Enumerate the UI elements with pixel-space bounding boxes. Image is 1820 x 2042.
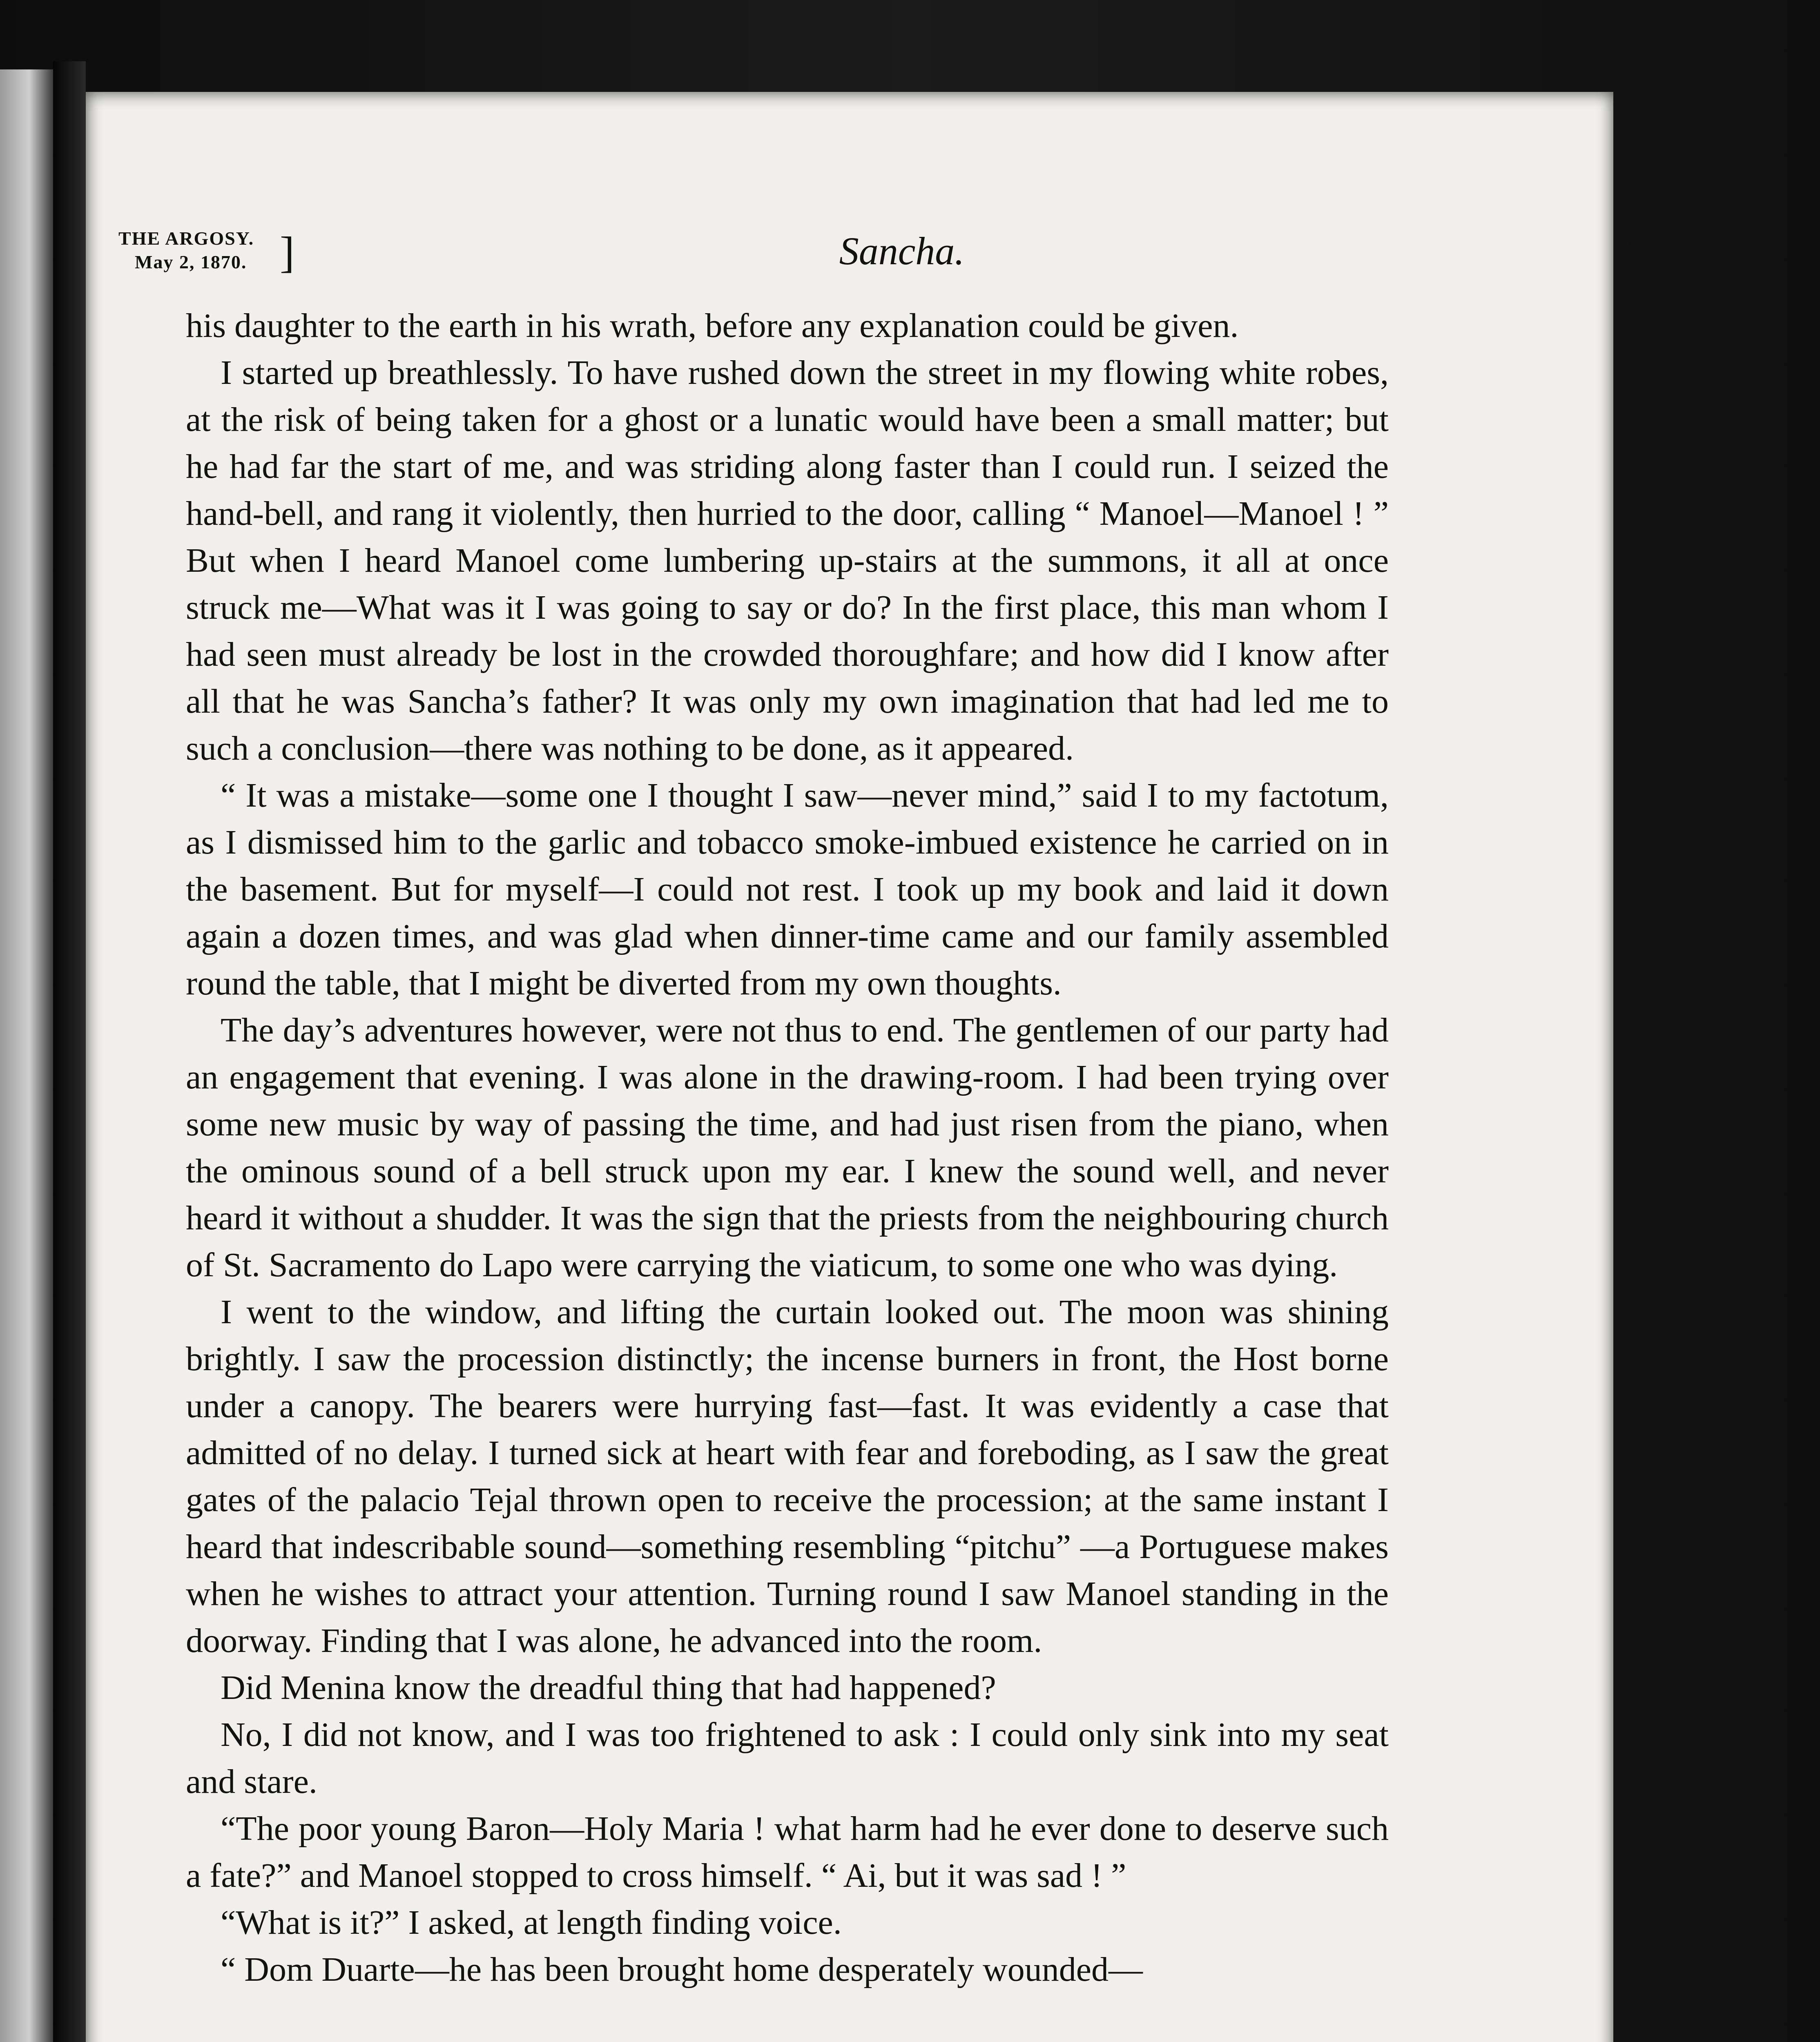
paragraph: “What is it?” I asked, at length finding voice. (221, 1904, 842, 1942)
paragraph: his daughter to the earth in his wrath, before any explanation could be given. (186, 307, 1239, 345)
paragraph: “ It was a mistake—some one I thought I saw—never mind,” said I to my factotum, as I dismissed him to the garlic and tobacco smoke-imbued existence he carried on in the basement. But for myself—I could not rest. I took up my book and laid it down again a dozen times, and was glad when dinner-time came and our family assembled round the table, that I might be diverted from my own thoughts. (186, 776, 1389, 1002)
paragraph: “ Dom Duarte—he has been brought home desperately wounded— (221, 1951, 1143, 1988)
paragraph: Did Menina know the dreadful thing that had happened? (221, 1669, 996, 1707)
page-number: 379 (1626, 231, 1685, 275)
chapter-title: Sancha. (839, 229, 965, 273)
masthead-title: THE ARGOSY. (118, 228, 254, 249)
paragraph: No, I did not know, and I was too frightened to ask : I could only sink into my seat and stare. (186, 1716, 1389, 1801)
masthead-bracket: ] (280, 228, 295, 277)
paragraph: I started up breathlessly. To have rushed down the street in my flowing white robes, at the risk of being taken for a ghost or a lunatic would have been a small matter; but he had far the start of me, and was striding along faster than I could run. I seized the hand-bell, and rang it violently, then hurried to the door, calling “ Manoel—Manoel ! ” But when I heard Manoel come lumbering up-stairs at the summons, it all at once struck me—What was it I was going to say or do? In the first place, this man whom I had seen must already be lost in the crowded thoroughfare; and how did I know after all that he was Sancha’s father? It was only my own imagination that had led me to such a conclusion—there was nothing to be done, as it appeared. (186, 354, 1389, 767)
book-gutter (53, 61, 86, 2042)
paragraph: I went to the window, and lifting the curtain looked out. The moon was shining brightly. I saw the procession distinctly; the incense burners in front, the Host borne under a canopy. The bearers were hurrying fast—fast. It was evidently a case that admitted of no delay. I turned sick at heart with fear and foreboding, as I saw the great gates of the palacio Tejal thrown open to receive the procession; at the same instant I heard that indescribable sound—something resembling “pitchu” —a Portuguese makes when he wishes to attract your attention. Turning round I saw Manoel standing in the doorway. Finding that I was alone, he advanced into the room. (186, 1293, 1389, 1660)
paragraph: The day’s adventures however, were not thus to end. The gentlemen of our party had an engagement that evening. I was alone in the drawing-room. I had been trying over some new music by way of passing the time, and had just risen from the piano, when the ominous sound of a bell struck upon my ear. I knew the sound well, and never heard it without a shudder. It was the sign that the priests from the neighbouring church of St. Sacramento do Lapo were carrying the viaticum, to some one who was dying. (186, 1011, 1389, 1284)
paragraph: “The poor young Baron—Holy Maria ! what harm had he ever done to deserve such a fate?” and Manoel stopped to cross himself. “ Ai, but it was sad ! ” (186, 1810, 1389, 1895)
masthead-date: May 2, 1870. (135, 252, 247, 272)
body-text (186, 302, 1389, 1993)
running-header (118, 127, 1685, 277)
facing-page-edge (0, 69, 53, 2042)
